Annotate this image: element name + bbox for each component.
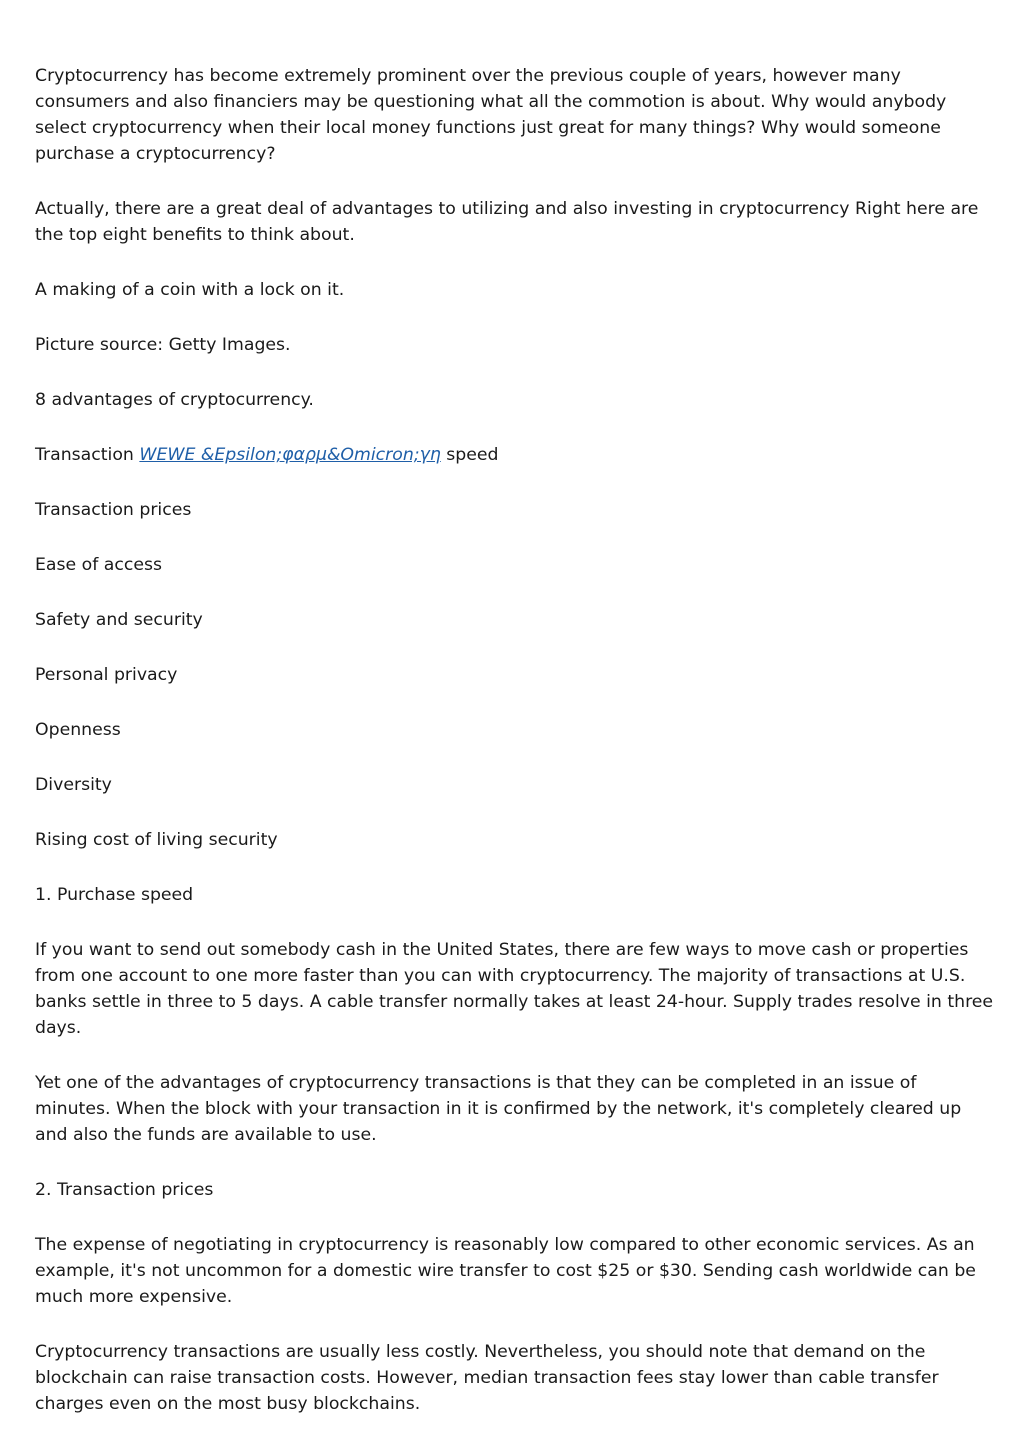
list-item-transaction-prices: Transaction prices (35, 500, 192, 520)
list-item-safety: Safety and security (35, 610, 203, 630)
list-heading: 8 advantages of cryptocurrency. (35, 390, 314, 410)
list-item-inflation: Rising cost of living security (35, 830, 278, 850)
article-body (35, 63, 995, 1446)
image-source-credit: Picture source: Getty Images. (35, 335, 291, 355)
inline-link[interactable]: WEWE &Epsilon;φαρμ&Omicron;γη (139, 445, 441, 465)
list-item-privacy: Personal privacy (35, 665, 178, 685)
section-1-heading: 1. Purchase speed (35, 885, 194, 905)
intro-paragraph-2: Actually, there are a great deal of advantages to utilizing and also investing in cryptocurrency Right here are the top eight benefits to think about. (35, 199, 979, 245)
list-item-ease-of-access: Ease of access (35, 555, 163, 575)
list-item-transaction-speed (35, 442, 995, 468)
section-2-paragraph-1: The expense of negotiating in cryptocurrency is reasonably low compared to other economic services. As an example, it's not uncommon for a domestic wire transfer to cost $25 or $30. Sending cash worldwide can be much more expensive. (35, 1235, 976, 1307)
section-1-paragraph-2: Yet one of the advantages of cryptocurrency transactions is that they can be completed in an issue of minutes. When the block with your transaction in it is confirmed by the network, it's completely cleared up and also the funds are available to use. (35, 1073, 962, 1145)
image-alt-text: A making of a coin with a lock on it. (35, 280, 345, 300)
list-item-openness: Openness (35, 720, 121, 740)
section-2-paragraph-2: Cryptocurrency transactions are usually less costly. Nevertheless, you should note that demand on the blockchain can raise transaction costs. However, median transaction fees stay lower than cable transfer charges even on the most busy blockchains. (35, 1342, 939, 1414)
list-item-diversity: Diversity (35, 775, 112, 795)
intro-paragraph-1: Cryptocurrency has become extremely prominent over the previous couple of years, however many consumers and also financiers may be questioning what all the commotion is about. Why would anybody select cryptocurrency when their local money functions just great for many things? Why would someone purchase a cryptocurrency? (35, 66, 947, 164)
list-item-prefix: Transaction (35, 445, 140, 465)
section-2-heading: 2. Transaction prices (35, 1180, 214, 1200)
section-1-paragraph-1: If you want to send out somebody cash in the United States, there are few ways to move cash or properties from one account to one more faster than you can with cryptocurrency. The majority of transactions at U.S. banks settle in three to 5 days. A cable transfer normally takes at least 24-hour. Supply trades resolve in three days. (35, 940, 994, 1038)
list-item-suffix: speed (440, 445, 499, 465)
